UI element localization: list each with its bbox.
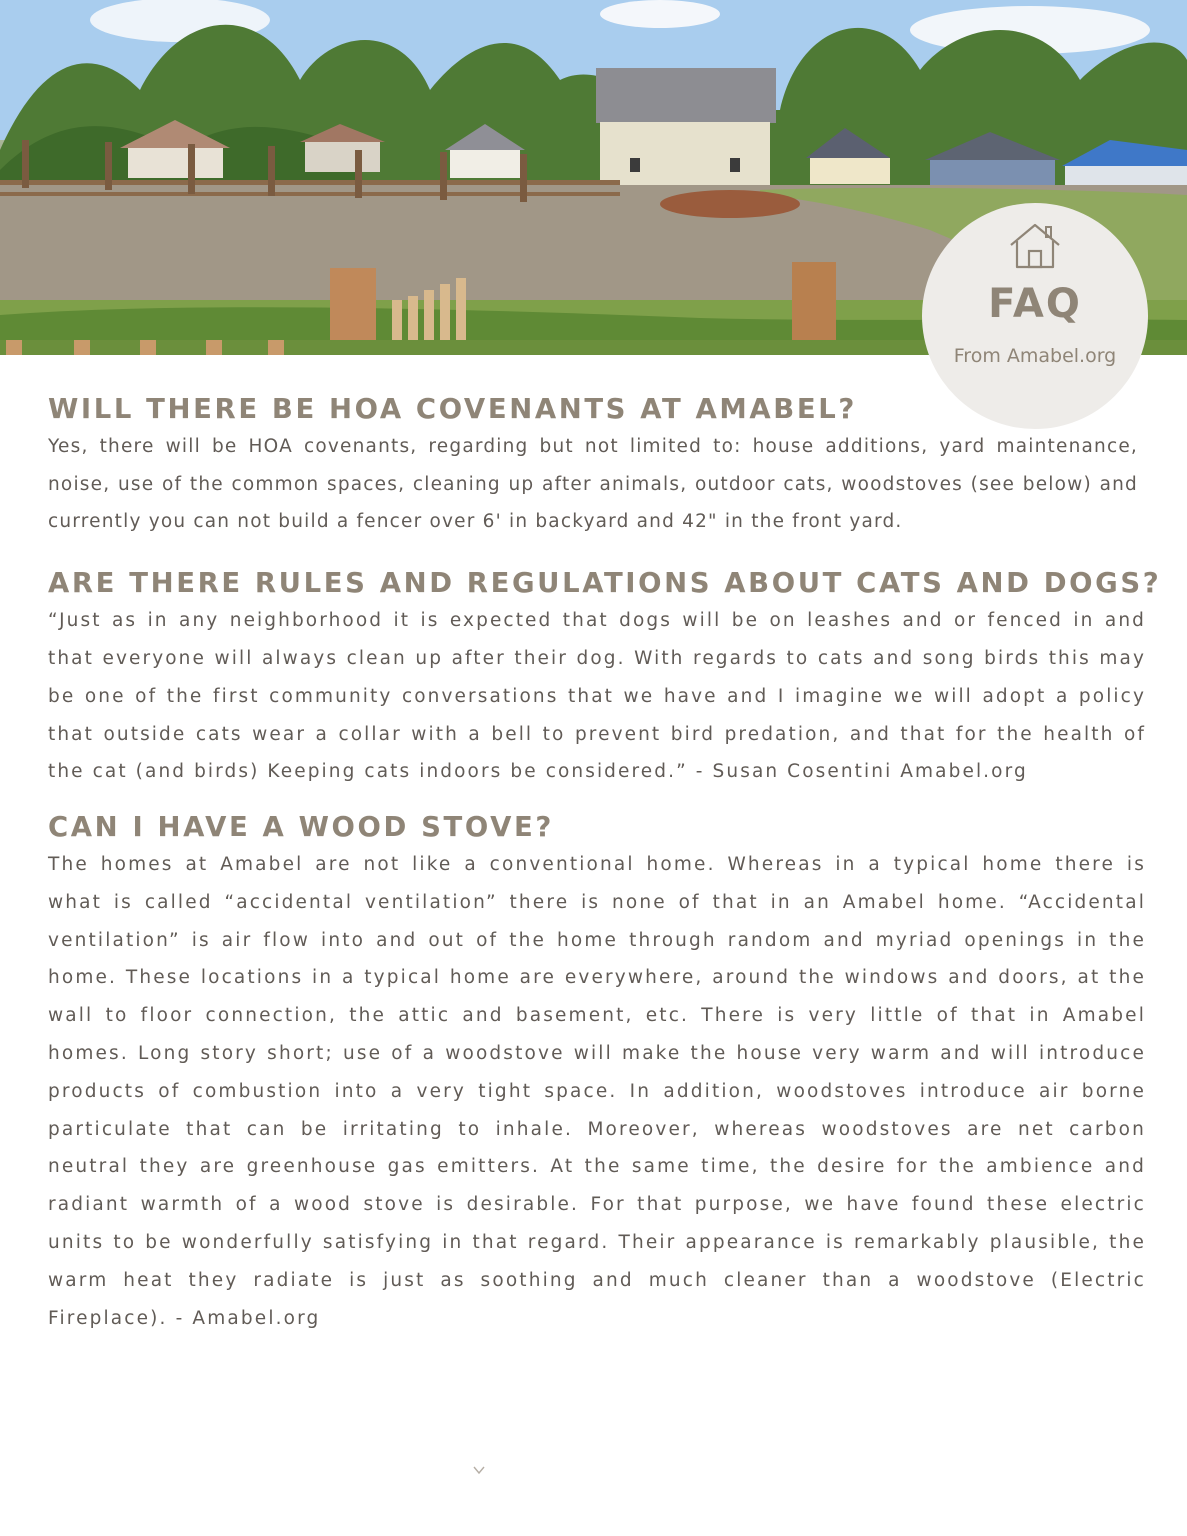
faq-answer-hoa: Yes, there will be HOA covenants, regarding but not limited to: house additions, yard maintenance, noise, use of the common spaces, cleaning up after animals, outdoor cats, woodstoves (see below) and currently you can not build a fencer over 6' in backyard and 42" in the front yard. [48, 436, 1138, 533]
faq-source-label: From Amabel.org [953, 345, 1117, 367]
faq-question-woodstove: CAN I HAVE A WOOD STOVE? [48, 811, 554, 844]
faq-badge [922, 203, 1148, 429]
faq-title: FAQ [988, 281, 1082, 327]
faq-content [48, 390, 1162, 1337]
faq-question-hoa: WILL THERE BE HOA COVENANTS AT AMABEL? [48, 393, 857, 425]
faq-question-pets: ARE THERE RULES AND REGULATIONS ABOUT CATS AND DOGS? [48, 567, 1162, 600]
chevron-down-icon [472, 1463, 486, 1477]
faq-answer-woodstove: The homes at Amabel are not like a conventional home. Whereas in a typical home there is what is called “accidental ventilation” there is none of that in an Amabel home. “Accidental ventilation” is air flow into and out of the home through random and myriad openings in the home. These locations in a typical home are everywhere, around the windows and doors, at the wall to floor connection, the attic and basement, etc. There is very little of that in Amabel homes. Long story short; use of a woodstove will make the house very warm and will introduce products of combustion into a very tight space. In addition, woodstoves introduce air borne particulate that can be irritating to inhale. Moreover, whereas woodstoves are net carbon neutral they are greenhouse gas emitters. At the same time, the desire for the ambience and radiant warmth of a wood stove is desirable. For that purpose, we have found these electric units to be wonderfully satisfying in that regard. Their appearance is remarkably plausible, the warm heat they radiate is just as soothing and much cleaner than a woodstove (Electric Fireplace). - Amabel.org [48, 854, 1146, 1329]
faq-answer-pets: “Just as in any neighborhood it is expected that dogs will be on leashes and or fenced in and that everyone will always clean up after their dog. With regards to cats and song birds this may be one of the first community conversations that we have and I imagine we will adopt a policy that outside cats wear a collar with a bell to prevent bird predation, and that for the health of the cat (and birds) Keeping cats indoors be considered.” - Susan Cosentini Amabel.org [48, 610, 1146, 783]
house-icon [1008, 221, 1062, 271]
